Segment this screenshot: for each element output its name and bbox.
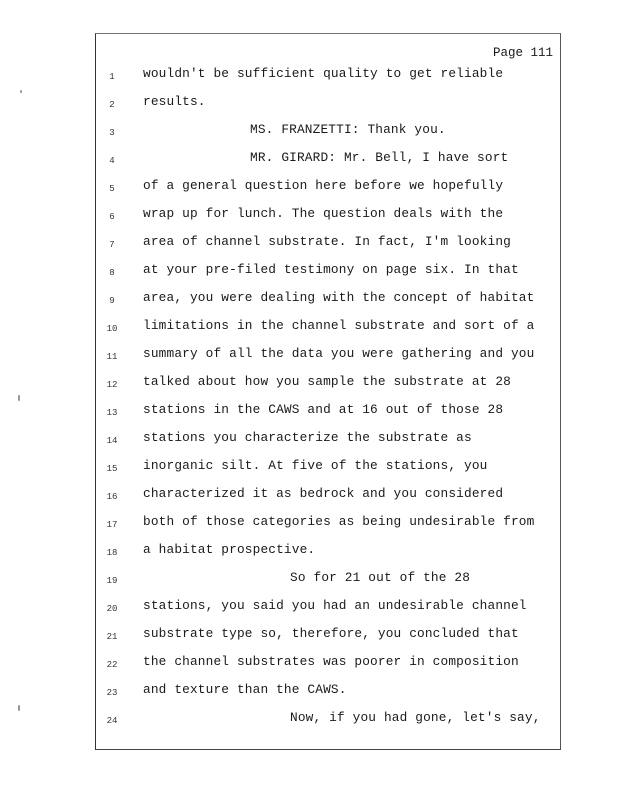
line-number: 8 (109, 268, 115, 278)
line-text: stations you characterize the substrate as (143, 430, 472, 445)
line-text: Now, if you had gone, let's say, (290, 710, 541, 725)
line-text: results. (143, 94, 206, 109)
line-text: talked about how you sample the substrate at 28 (143, 374, 511, 389)
transcript-line (0, 402, 618, 426)
line-number: 6 (109, 212, 115, 222)
transcript-line (0, 514, 618, 538)
transcript-line (0, 318, 618, 342)
line-text: inorganic silt. At five of the stations, you (143, 458, 488, 473)
line-number: 14 (106, 436, 118, 446)
line-number: 13 (106, 408, 118, 418)
line-text: at your pre-filed testimony on page six. In that (143, 262, 519, 277)
transcript-line (0, 570, 618, 594)
line-text: wouldn't be sufficient quality to get reliable (143, 66, 504, 81)
page-number: Page 111 (492, 46, 553, 60)
line-number: 20 (106, 604, 118, 614)
line-number: 12 (106, 380, 118, 390)
line-number: 9 (109, 296, 115, 306)
line-text: both of those categories as being undesirable from (143, 514, 535, 529)
line-number: 1 (109, 72, 115, 82)
line-text: So for 21 out of the 28 (290, 570, 471, 585)
line-number: 24 (106, 716, 118, 726)
line-text: summary of all the data you were gathering and you (143, 346, 535, 361)
transcript-line (0, 430, 618, 454)
line-text: MS. FRANZETTI: Thank you. (250, 122, 446, 137)
line-text: stations in the CAWS and at 16 out of those 28 (143, 402, 504, 417)
transcript-line (0, 682, 618, 706)
line-number: 17 (106, 520, 118, 530)
transcript-line (0, 542, 618, 566)
transcript-line (0, 346, 618, 370)
line-number: 16 (106, 492, 118, 502)
transcript-line (0, 486, 618, 510)
scan-speck (18, 395, 20, 401)
line-text: characterized it as bedrock and you considered (143, 486, 504, 501)
line-text: a habitat prospective. (143, 542, 316, 557)
scan-speck (18, 705, 20, 711)
transcript-line (0, 290, 618, 314)
transcript-line (0, 710, 618, 734)
line-text: and texture than the CAWS. (143, 682, 347, 697)
line-number: 3 (109, 128, 115, 138)
line-number: 10 (106, 324, 118, 334)
line-text: of a general question here before we hopefully (143, 178, 504, 193)
transcript-line (0, 94, 618, 118)
transcript-line (0, 206, 618, 230)
transcript-line (0, 598, 618, 622)
line-number: 18 (106, 548, 118, 558)
line-number: 21 (106, 632, 118, 642)
line-text: substrate type so, therefore, you concluded that (143, 626, 519, 641)
line-text: wrap up for lunch. The question deals with the (143, 206, 504, 221)
line-text: the channel substrates was poorer in composition (143, 654, 519, 669)
scan-speck (20, 90, 22, 93)
transcript-line (0, 654, 618, 678)
line-number: 2 (109, 100, 115, 110)
transcript-line (0, 374, 618, 398)
transcript-line (0, 458, 618, 482)
transcript-line (0, 234, 618, 258)
line-number: 11 (106, 352, 118, 362)
line-text: stations, you said you had an undesirable channel (143, 598, 527, 613)
line-number: 22 (106, 660, 118, 670)
transcript-line (0, 150, 618, 174)
line-number: 7 (109, 240, 115, 250)
line-number: 19 (106, 576, 118, 586)
line-number: 15 (106, 464, 118, 474)
line-number: 23 (106, 688, 118, 698)
line-number: 5 (109, 184, 115, 194)
line-text: MR. GIRARD: Mr. Bell, I have sort (250, 150, 509, 165)
line-number: 4 (109, 156, 115, 166)
transcript-line (0, 262, 618, 286)
transcript-line (0, 122, 618, 146)
line-text: area of channel substrate. In fact, I'm looking (143, 234, 511, 249)
line-text: limitations in the channel substrate and sort of a (143, 318, 535, 333)
transcript-line (0, 626, 618, 650)
transcript-line (0, 66, 618, 90)
transcript-line (0, 178, 618, 202)
line-text: area, you were dealing with the concept of habitat (143, 290, 535, 305)
